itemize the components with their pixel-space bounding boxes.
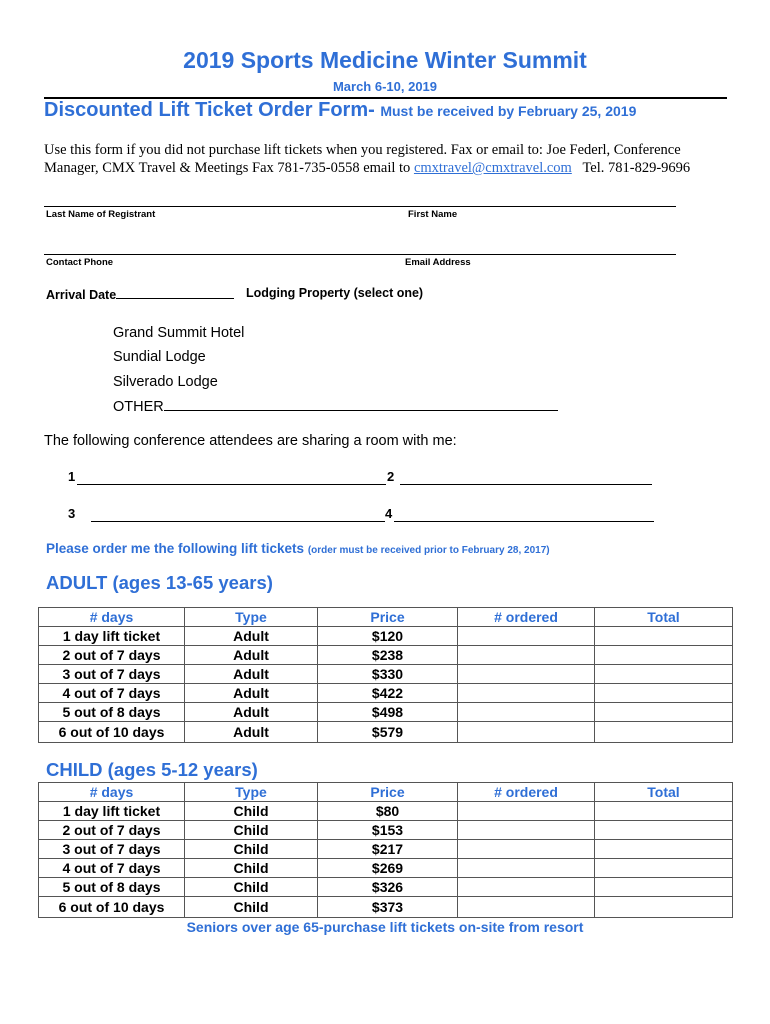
ordered-input-cell[interactable] xyxy=(458,897,595,918)
arrival-date-field[interactable] xyxy=(46,286,234,302)
days-cell: 5 out of 8 days xyxy=(39,703,185,722)
price-cell: $498 xyxy=(318,703,458,722)
days-cell: 4 out of 7 days xyxy=(39,859,185,878)
lodging-option-other[interactable] xyxy=(113,397,558,415)
price-cell: $80 xyxy=(318,802,458,821)
type-cell: Child xyxy=(185,859,318,878)
days-cell: 1 day lift ticket xyxy=(39,802,185,821)
table-row xyxy=(39,840,733,859)
days-cell: 2 out of 7 days xyxy=(39,821,185,840)
price-cell: $326 xyxy=(318,878,458,897)
days-cell: 6 out of 10 days xyxy=(39,897,185,918)
type-cell: Adult xyxy=(185,684,318,703)
table-header-row xyxy=(39,608,733,627)
ordered-input-cell[interactable] xyxy=(458,840,595,859)
header-type: Type xyxy=(185,608,318,627)
roommate-3-line[interactable] xyxy=(91,521,385,522)
other-blank[interactable] xyxy=(164,397,558,411)
days-cell: 4 out of 7 days xyxy=(39,684,185,703)
total-input-cell[interactable] xyxy=(595,897,733,918)
ordered-input-cell[interactable] xyxy=(458,722,595,743)
price-cell: $579 xyxy=(318,722,458,743)
page-title: 2019 Sports Medicine Winter Summit xyxy=(183,47,587,73)
days-cell: 3 out of 7 days xyxy=(39,840,185,859)
table-row xyxy=(39,802,733,821)
lodging-property-label: Lodging Property (select one) xyxy=(246,286,424,300)
ordered-input-cell[interactable] xyxy=(458,878,595,897)
roommate-4-line[interactable] xyxy=(394,521,654,522)
ordered-input-cell[interactable] xyxy=(458,802,595,821)
form-title: Discounted Lift Ticket Order Form- xyxy=(44,99,375,121)
days-cell: 2 out of 7 days xyxy=(39,646,185,665)
ordered-input-cell[interactable] xyxy=(458,665,595,684)
header-price: Price xyxy=(318,608,458,627)
roommate-3-number: 3 xyxy=(68,506,76,521)
days-cell: 5 out of 8 days xyxy=(39,878,185,897)
price-cell: $217 xyxy=(318,840,458,859)
header-price: Price xyxy=(318,783,458,802)
table-row xyxy=(39,821,733,840)
order-text: Please order me the following lift tickets xyxy=(46,541,305,556)
roommate-4-number: 4 xyxy=(385,506,393,521)
type-cell: Adult xyxy=(185,703,318,722)
lodging-option-grand-summit[interactable]: Grand Summit Hotel xyxy=(113,325,245,341)
total-input-cell[interactable] xyxy=(595,646,733,665)
header-ordered: # ordered xyxy=(458,783,595,802)
total-input-cell[interactable] xyxy=(595,665,733,684)
roommate-1-line[interactable] xyxy=(77,484,386,485)
table-row xyxy=(39,859,733,878)
table-row xyxy=(39,684,733,703)
total-input-cell[interactable] xyxy=(595,722,733,743)
header-total: Total xyxy=(595,608,733,627)
total-input-cell[interactable] xyxy=(595,703,733,722)
arrival-date-label: Arrival Date xyxy=(46,288,117,302)
total-input-cell[interactable] xyxy=(595,627,733,646)
ordered-input-cell[interactable] xyxy=(458,627,595,646)
child-section-title: CHILD (ages 5-12 years) xyxy=(46,759,258,780)
intro-text: Use this form if you did not purchase lift tickets when you registered. Fax or email to: Joe Federl, Conference Manager, CMX Travel & Meetings Fax 781-735-0558 email to xyxy=(44,142,681,176)
table-row xyxy=(39,722,733,743)
contact-field-line[interactable] xyxy=(44,254,676,255)
total-input-cell[interactable] xyxy=(595,802,733,821)
type-cell: Adult xyxy=(185,627,318,646)
price-cell: $269 xyxy=(318,859,458,878)
first-name-label: First Name xyxy=(408,209,458,220)
table-row xyxy=(39,665,733,684)
ordered-input-cell[interactable] xyxy=(458,684,595,703)
price-cell: $120 xyxy=(318,627,458,646)
total-input-cell[interactable] xyxy=(595,878,733,897)
order-instruction xyxy=(46,541,550,556)
price-cell: $330 xyxy=(318,665,458,684)
adult-price-table xyxy=(38,607,733,743)
type-cell: Adult xyxy=(185,646,318,665)
header-ordered: # ordered xyxy=(458,608,595,627)
header-days: # days xyxy=(39,608,185,627)
deadline-text: Must be received by February 25, 2019 xyxy=(380,103,637,119)
roommate-1-number: 1 xyxy=(68,469,76,484)
intro-paragraph xyxy=(44,141,734,177)
price-cell: $153 xyxy=(318,821,458,840)
total-input-cell[interactable] xyxy=(595,684,733,703)
ordered-input-cell[interactable] xyxy=(458,703,595,722)
days-cell: 6 out of 10 days xyxy=(39,722,185,743)
name-field-line[interactable] xyxy=(44,206,676,207)
child-price-table xyxy=(38,782,733,918)
days-cell: 1 day lift ticket xyxy=(39,627,185,646)
type-cell: Child xyxy=(185,840,318,859)
table-row xyxy=(39,703,733,722)
table-row xyxy=(39,646,733,665)
table-row xyxy=(39,878,733,897)
type-cell: Child xyxy=(185,897,318,918)
total-input-cell[interactable] xyxy=(595,821,733,840)
header-type: Type xyxy=(185,783,318,802)
type-cell: Adult xyxy=(185,665,318,684)
header-total: Total xyxy=(595,783,733,802)
roommate-2-line[interactable] xyxy=(400,484,652,485)
table-header-row xyxy=(39,783,733,802)
ordered-input-cell[interactable] xyxy=(458,821,595,840)
email-address-label: Email Address xyxy=(405,257,471,268)
price-cell: $373 xyxy=(318,897,458,918)
email-link[interactable]: cmxtravel@cmxtravel.com xyxy=(413,160,572,176)
price-cell: $238 xyxy=(318,646,458,665)
table-row xyxy=(39,897,733,918)
ordered-input-cell[interactable] xyxy=(458,646,595,665)
event-dates: March 6-10, 2019 xyxy=(332,79,438,94)
days-cell: 3 out of 7 days xyxy=(39,665,185,684)
price-cell: $422 xyxy=(318,684,458,703)
type-cell: Child xyxy=(185,878,318,897)
order-note: (order must be received prior to February 28, 2017) xyxy=(307,545,550,556)
contact-phone-label: Contact Phone xyxy=(46,257,114,268)
roommate-2-number: 2 xyxy=(387,469,395,484)
lodging-option-silverado[interactable]: Silverado Lodge xyxy=(113,374,218,390)
type-cell: Child xyxy=(185,802,318,821)
type-cell: Child xyxy=(185,821,318,840)
last-name-label: Last Name of Registrant xyxy=(46,209,156,220)
table-row xyxy=(39,627,733,646)
intro-tel: Tel. 781-829-9696 xyxy=(571,160,691,176)
form-heading xyxy=(44,99,636,122)
type-cell: Adult xyxy=(185,722,318,743)
adult-section-title: ADULT (ages 13-65 years) xyxy=(46,572,273,593)
other-label: OTHER xyxy=(113,399,164,415)
arrival-date-blank[interactable] xyxy=(116,286,234,299)
lodging-option-sundial[interactable]: Sundial Lodge xyxy=(113,349,206,365)
ordered-input-cell[interactable] xyxy=(458,859,595,878)
header-days: # days xyxy=(39,783,185,802)
total-input-cell[interactable] xyxy=(595,840,733,859)
seniors-note: Seniors over age 65-purchase lift tickets on-site from resort xyxy=(186,919,584,935)
roommates-prompt: The following conference attendees are sharing a room with me: xyxy=(44,433,457,449)
total-input-cell[interactable] xyxy=(595,859,733,878)
